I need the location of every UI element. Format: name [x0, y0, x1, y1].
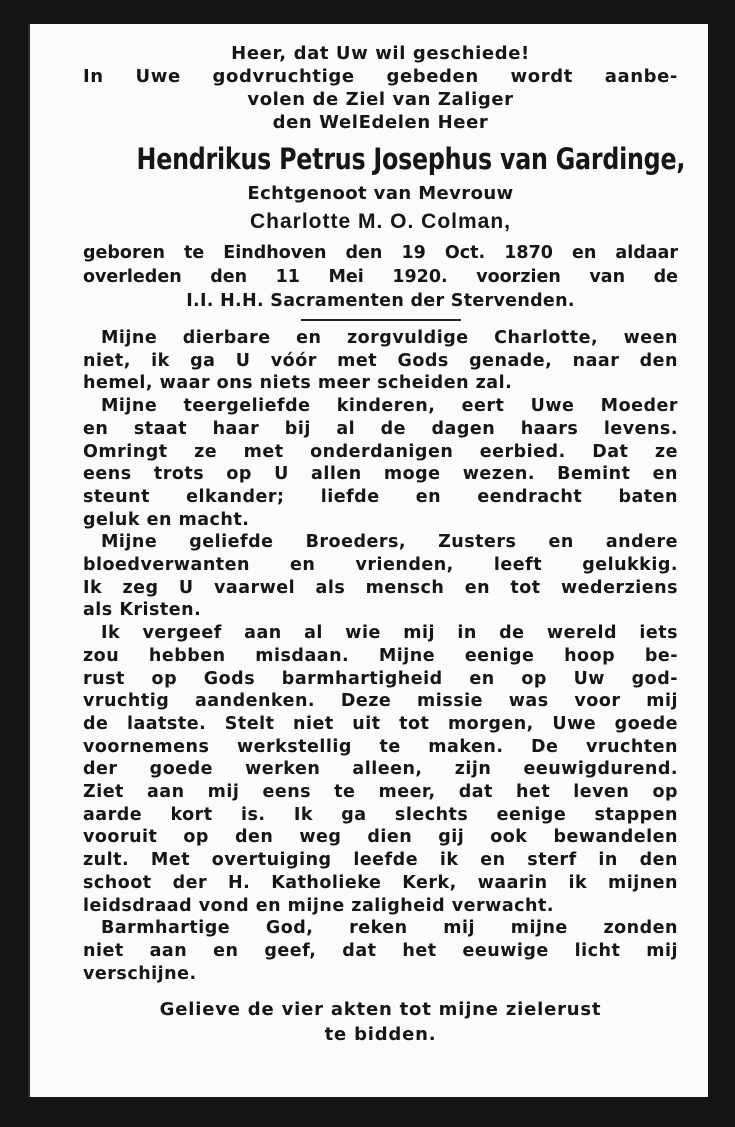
birth-line: geboren te Eindhoven den 19 Oct. 1870 en aldaar	[83, 243, 678, 263]
text-line: Barmhartige God, reken mij mijne zonden	[101, 918, 678, 939]
text-line: bloedverwanten en vrienden, leeft gelukkig.	[83, 555, 678, 576]
text-line: niet aan en geef, dat het eeuwige licht mij	[83, 940, 678, 961]
intro-line-2: volen de Ziel van Zaliger	[247, 89, 514, 110]
sacraments-line: I.I. H.H. Sacramenten der Stervenden.	[186, 291, 575, 311]
text-line: steunt elkander; liefde en eendracht baten	[83, 486, 678, 507]
closing-line-2: te bidden.	[324, 1024, 437, 1046]
text-line: Mijne dierbare en zorgvuldige Charlotte, ween	[101, 328, 678, 348]
text-line: rust op Gods barmhartigheid en op Uw god-	[83, 668, 678, 689]
closing-line-1: Gelieve de vier akten tot mijne zielerust	[159, 999, 602, 1021]
deceased-name: Hendrikus Petrus Josephus van Gardinge,	[136, 142, 686, 176]
intro-line-3: den WelEdelen Heer	[272, 112, 489, 133]
text-line: zult. Met overtuiging leefde ik en sterf in den	[83, 850, 678, 871]
text-line: niet, ik ga U vóór met Gods genade, naar den	[83, 350, 678, 371]
text-line: de laatste. Stelt niet uit tot morgen, Uwe goede	[83, 713, 678, 734]
spouse-intro: Echtgenoot van Mevrouw	[247, 183, 514, 204]
death-line: overleden den 11 Mei 1920. voorzien van de	[83, 267, 678, 287]
closing-request	[83, 997, 678, 1047]
text-line: en staat haar bij al de dagen haars levens.	[83, 418, 678, 439]
text-line: Mijne teergeliefde kinderen, eert Uwe Moeder	[101, 396, 678, 417]
text-line: schoot der H. Katholieke Kerk, waarin ik mijnen	[83, 872, 678, 893]
text-line: Ik zeg U vaarwel als mensch en tot wederziens	[83, 577, 678, 598]
text-line: vruchtig aandenken. Deze missie was voor mij	[83, 691, 678, 712]
text-line: eens trots op U allen moge wezen. Bemint en	[83, 464, 678, 485]
text-line: aarde kort is. Ik ga slechts eenige stappen	[83, 804, 678, 825]
text-line: geluk en macht.	[83, 509, 250, 530]
text-line: Mijne geliefde Broeders, Zusters en andere	[101, 532, 678, 553]
text-line: verschijne.	[83, 963, 197, 984]
text-line: Ziet aan mij eens te meer, dat het leven op	[83, 782, 678, 803]
divider	[301, 319, 461, 321]
text-line: Ik vergeef aan al wie mij in de wereld iets	[101, 623, 678, 644]
text-line: zou hebben misdaan. Mijne eenige hoop be-	[83, 645, 678, 666]
text-line: hemel, waar ons niets meer scheiden zal.	[83, 373, 513, 394]
intro-line-1: In Uwe godvruchtige gebeden wordt aanbe-	[83, 66, 678, 87]
farewell-text	[83, 327, 678, 985]
memorial-card	[28, 24, 708, 1097]
text-line: der goede werken alleen, zijn eeuwigdurend.	[83, 759, 678, 780]
text-line: voornemens werkstellig te maken. De vruchten	[83, 736, 678, 757]
text-line: leidsdraad vond en mijne zaligheid verwacht.	[83, 895, 554, 916]
invocation-line: Heer, dat Uw wil geschiede!	[231, 43, 530, 64]
text-line: vooruit op den weg dien gij ook bewandelen	[83, 827, 678, 848]
text-line: als Kristen.	[83, 600, 202, 621]
spouse-name: Charlotte M. O. Colman,	[249, 210, 511, 233]
text-line: Omringt ze met onderdanigen eerbied. Dat ze	[83, 441, 678, 462]
